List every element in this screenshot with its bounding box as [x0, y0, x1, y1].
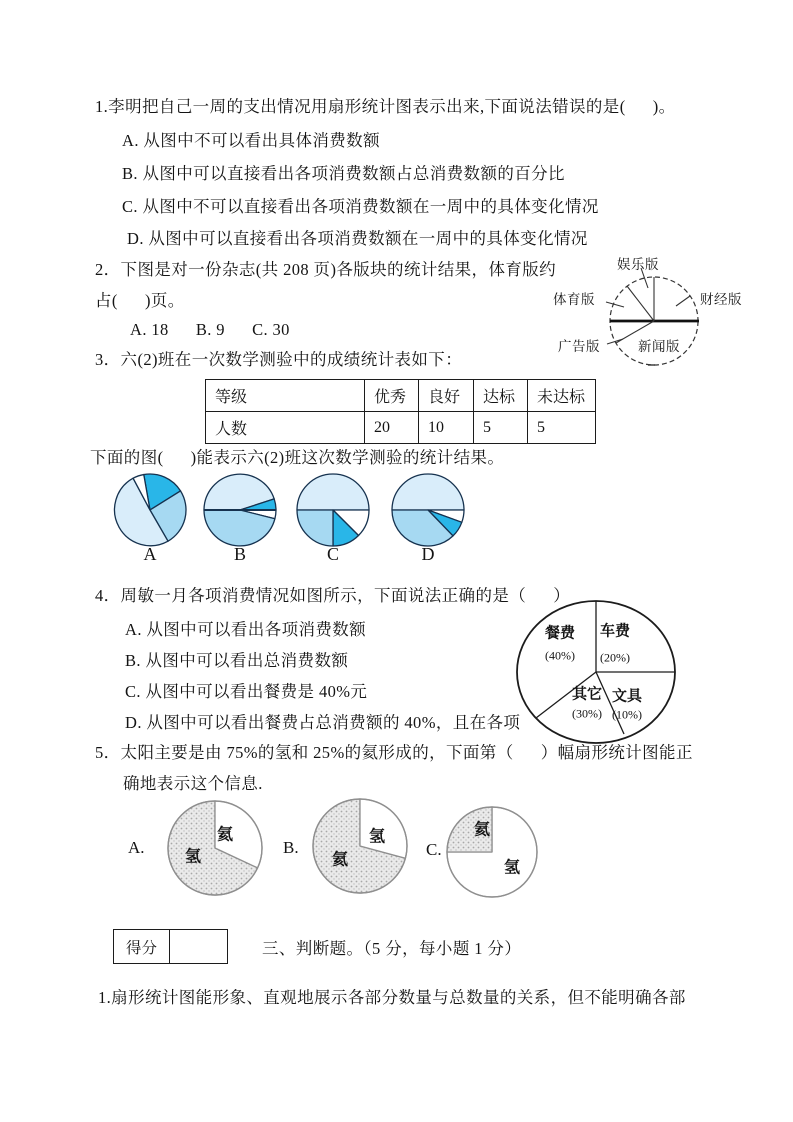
- q3-score-table: [205, 379, 596, 444]
- sector-pct-meals: (40%): [545, 648, 575, 663]
- sector-label-transport: 车费: [599, 623, 631, 640]
- q4-option-d: D. 从图中可以看出餐费占总消费额的 40%，且在各项: [125, 713, 521, 732]
- score-box: [113, 929, 228, 964]
- q3-prompt: 下面的图( )能表示六(2)班这次数学测验的统计结果。: [90, 448, 505, 467]
- q5-chart-c-letter: C.: [426, 840, 442, 859]
- sector-label-ads: 广告版: [558, 339, 600, 354]
- sector-label-news: 新闻版: [638, 339, 680, 354]
- gas-label-helium-c: 氦: [473, 821, 491, 839]
- sector-label-sports: 体育版: [553, 292, 595, 307]
- cell-pass-count: 5: [474, 412, 528, 444]
- gas-label-hydrogen-a: 氢: [184, 848, 202, 866]
- q2-options: A. 18 B. 9 C. 30: [130, 320, 290, 339]
- q5-chart-a-letter: A.: [128, 838, 145, 857]
- magazine-pie-svg: [543, 253, 793, 378]
- mini-pie-a-label: A: [143, 544, 157, 564]
- mini-pie-b-label: B: [233, 544, 247, 564]
- q4-option-c: C. 从图中可以看出餐费是 40%元: [125, 682, 368, 701]
- q1-option-a: A. 从图中不可以看出具体消费数额: [122, 131, 380, 150]
- sector-label-stationery: 文具: [611, 688, 643, 705]
- q4-text: 4．周敏一月各项消费情况如图所示，下面说法正确的是（ ）: [95, 586, 571, 605]
- mini-pie-c-label: C: [326, 544, 340, 564]
- sector-label-other: 其它: [571, 686, 603, 703]
- q5-text-line1: 5．太阳主要是由 75%的氢和 25%的氦形成的，下面第（ ）幅扇形统计图能正: [95, 743, 693, 762]
- q5-chart-b-letter: B.: [283, 838, 299, 857]
- q2-text-line1: 2．下图是对一份杂志(共 208 页)各版块的统计结果，体育版约: [95, 260, 557, 279]
- gas-label-helium-b: 氦: [331, 851, 349, 869]
- section3-title: 三、判断题。（5 分，每小题 1 分）: [262, 939, 522, 958]
- cell-excellent-count: 20: [365, 412, 419, 444]
- cell-fail-count: 5: [528, 412, 596, 444]
- q1-option-b: B. 从图中可以直接看出各项消费数额占总消费数额的百分比: [122, 164, 565, 183]
- q1-option-c: C. 从图中不可以直接看出各项消费数额在一周中的具体变化情况: [122, 197, 599, 216]
- q1-text: 1.李明把自己一周的支出情况用扇形统计图表示出来,下面说法错误的是( )。: [95, 97, 676, 116]
- table-data-row: [206, 412, 596, 444]
- sector-label-finance: 财经版: [700, 292, 742, 307]
- cell-people: 人数: [206, 412, 365, 444]
- q2-text-line2: 占( )页。: [95, 291, 185, 310]
- sector-pct-other: (30%): [572, 706, 602, 721]
- consumption-pie-chart: [511, 596, 686, 746]
- mini-pie-d-label: D: [421, 544, 435, 564]
- table-header-row: [206, 380, 596, 412]
- sector-pct-stationery: (10%): [612, 707, 642, 722]
- q5-text-line2: 确地表示这个信息.: [123, 774, 263, 793]
- mini-pie-c: [293, 472, 373, 552]
- gas-label-hydrogen-c: 氢: [503, 859, 521, 877]
- hydrogen-pie-b: [305, 790, 415, 900]
- hydrogen-pie-c: [437, 796, 547, 906]
- score-box-label: 得分: [114, 930, 170, 964]
- q1-option-d: D. 从图中可以直接看出各项消费数额在一周中的具体变化情况: [127, 229, 588, 248]
- sector-pct-transport: (20%): [600, 650, 630, 665]
- header-fail: 未达标: [528, 380, 596, 412]
- mini-pie-b: [200, 472, 280, 552]
- gas-label-helium-a: 氦: [216, 826, 234, 844]
- magazine-pie-chart: [543, 253, 793, 378]
- mini-pie-d: [388, 472, 468, 552]
- sector-label-meals: 餐费: [544, 625, 576, 642]
- section3-item1: 1.扇形统计图能形象、直观地展示各部分数量与总数量的关系，但不能明确各部: [98, 988, 686, 1007]
- q4-option-b: B. 从图中可以看出总消费数额: [125, 651, 349, 670]
- mini-pie-a: [110, 472, 190, 552]
- header-excellent: 优秀: [365, 380, 419, 412]
- sector-label-entertainment: 娱乐版: [617, 257, 659, 272]
- cell-good-count: 10: [419, 412, 474, 444]
- q3-text: 3．六(2)班在一次数学测验中的成绩统计表如下：: [95, 350, 463, 369]
- header-pass: 达标: [474, 380, 528, 412]
- header-good: 良好: [419, 380, 474, 412]
- q4-option-a: A. 从图中可以看出各项消费数额: [125, 620, 367, 639]
- header-grade: 等级: [206, 380, 365, 412]
- hydrogen-pie-a: [160, 792, 270, 902]
- gas-label-hydrogen-b: 氢: [368, 828, 386, 846]
- score-box-blank: [170, 930, 228, 964]
